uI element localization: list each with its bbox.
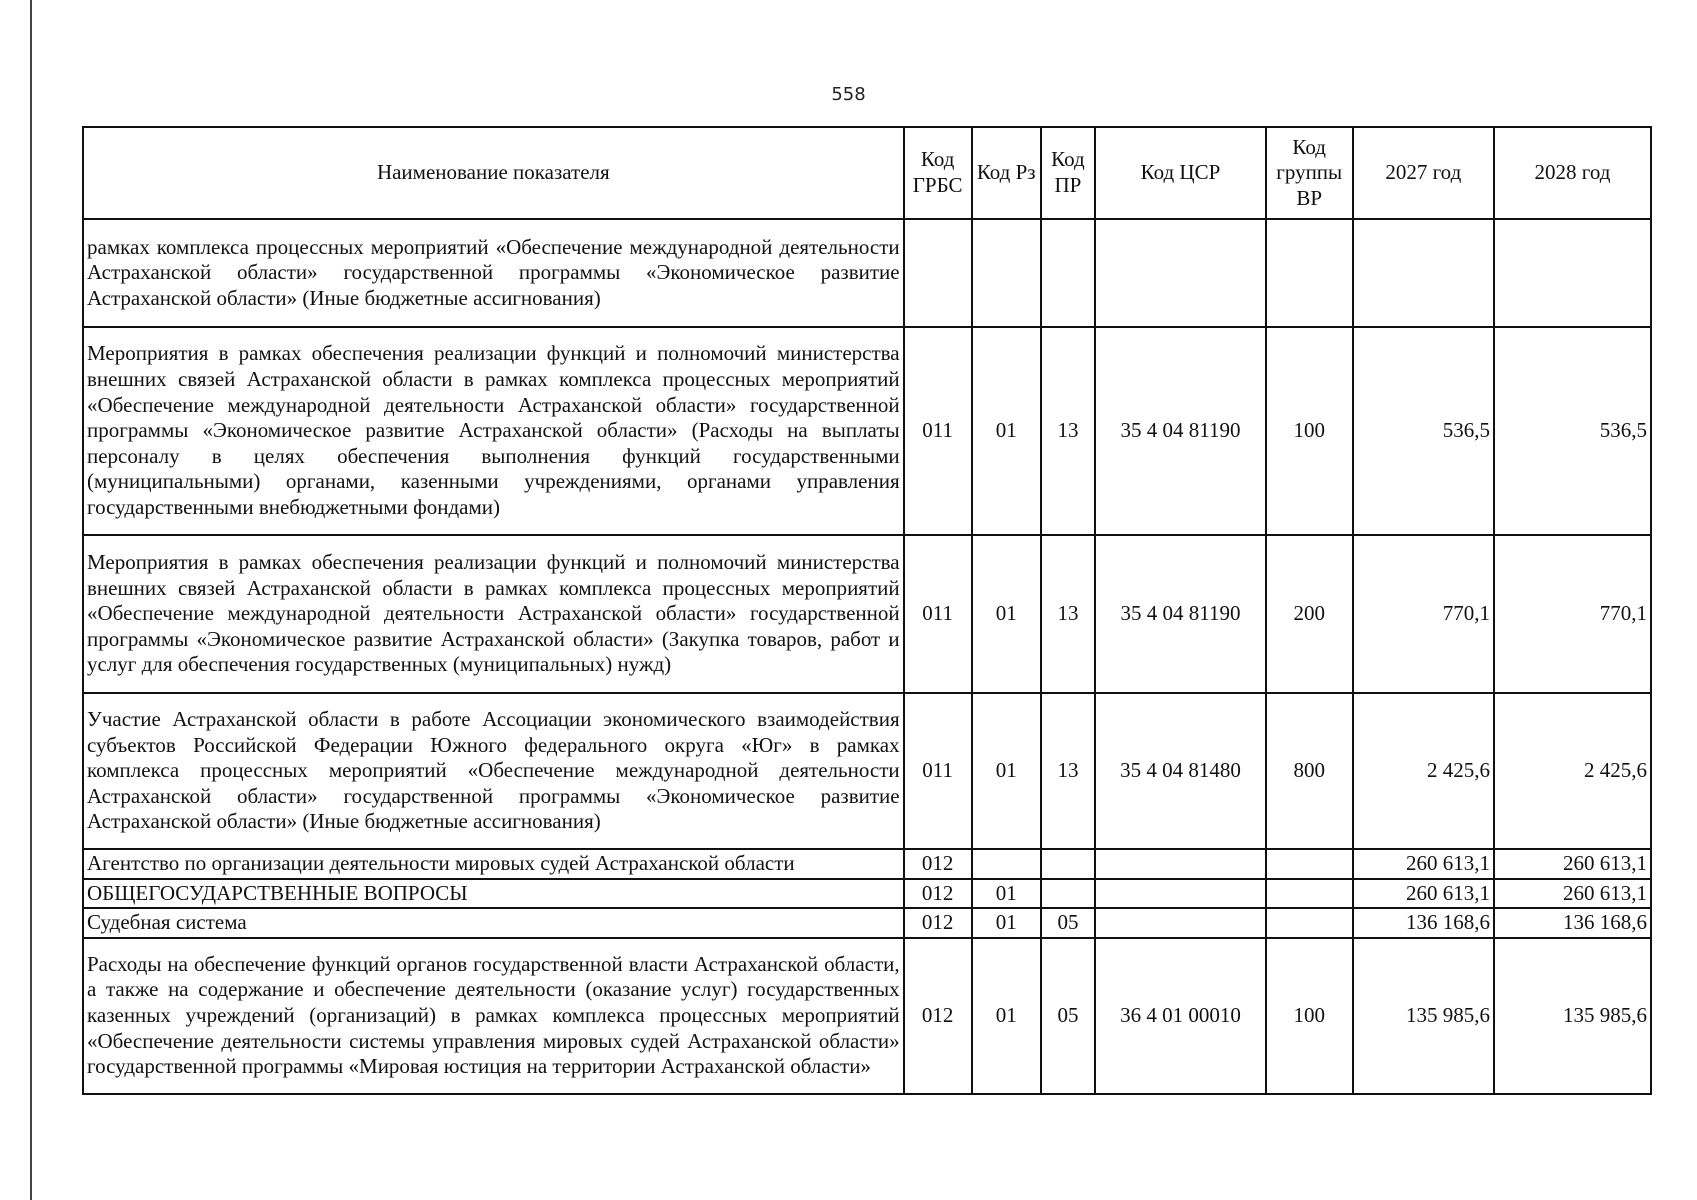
- budget-table: [82, 126, 1652, 1095]
- row-vr: 100: [1266, 327, 1353, 535]
- row-pr: 05: [1041, 938, 1095, 1094]
- binding-margin-line: [30, 0, 32, 1200]
- header-grbs: Код ГРБС: [904, 127, 972, 219]
- row-csr: [1095, 879, 1266, 909]
- table-row: [83, 879, 1651, 909]
- row-csr: [1095, 908, 1266, 938]
- header-vr: Код группы ВР: [1266, 127, 1353, 219]
- row-2027: 536,5: [1353, 327, 1494, 535]
- row-vr: 100: [1266, 938, 1353, 1094]
- row-csr: 35 4 04 81190: [1095, 327, 1266, 535]
- row-csr: [1095, 219, 1266, 327]
- row-grbs: [904, 219, 972, 327]
- row-name: Судебная система: [83, 908, 904, 938]
- page-number: 558: [831, 84, 866, 105]
- row-grbs: 012: [904, 908, 972, 938]
- row-csr: 35 4 04 81480: [1095, 693, 1266, 849]
- header-pr: Код ПР: [1041, 127, 1095, 219]
- row-2028: 2 425,6: [1494, 693, 1651, 849]
- row-grbs: 011: [904, 693, 972, 849]
- row-pr: [1041, 219, 1095, 327]
- row-rz: 01: [972, 879, 1041, 909]
- table-row: [83, 535, 1651, 693]
- row-pr: 05: [1041, 908, 1095, 938]
- row-pr: 13: [1041, 693, 1095, 849]
- row-name: Мероприятия в рамках обеспечения реализации функций и полномочий министерства внешних связей Астраханской области в рамках комплекса процессных мероприятий «Обеспечение международной деятельности Астраханской области» государственной программы «Экономическое развитие Астраханской области» (Расходы на выплаты персоналу в целях обеспечения выполнения функций государственными (муниципальными) органами, казенными учреждениями, органами управления государственными внебюджетными фондами): [83, 327, 904, 535]
- row-rz: [972, 219, 1041, 327]
- header-2028: 2028 год: [1494, 127, 1651, 219]
- row-2027: 135 985,6: [1353, 938, 1494, 1094]
- row-vr: [1266, 219, 1353, 327]
- row-2028: 260 613,1: [1494, 879, 1651, 909]
- table-row: [83, 908, 1651, 938]
- row-2028: 770,1: [1494, 535, 1651, 693]
- row-grbs: 011: [904, 327, 972, 535]
- table-row: [83, 219, 1651, 327]
- header-csr: Код ЦСР: [1095, 127, 1266, 219]
- row-vr: 200: [1266, 535, 1353, 693]
- row-name: ОБЩЕГОСУДАРСТВЕННЫЕ ВОПРОСЫ: [83, 879, 904, 909]
- row-pr: [1041, 879, 1095, 909]
- row-2027: 136 168,6: [1353, 908, 1494, 938]
- row-pr: [1041, 849, 1095, 879]
- row-rz: 01: [972, 327, 1041, 535]
- row-vr: [1266, 908, 1353, 938]
- header-rz: Код Рз: [972, 127, 1041, 219]
- row-rz: 01: [972, 908, 1041, 938]
- row-2027: 260 613,1: [1353, 879, 1494, 909]
- row-2027: 770,1: [1353, 535, 1494, 693]
- row-vr: 800: [1266, 693, 1353, 849]
- row-name: Участие Астраханской области в работе Ассоциации экономического взаимодействия субъектов Российской Федерации Южного федерального округа «Юг» в рамках комплекса процессных мероприятий «Обеспечение международной деятельности Астраханской области» государственной программы «Экономическое развитие Астраханской области» (Иные бюджетные ассигнования): [83, 693, 904, 849]
- row-2028: 136 168,6: [1494, 908, 1651, 938]
- row-vr: [1266, 849, 1353, 879]
- header-2027: 2027 год: [1353, 127, 1494, 219]
- row-rz: 01: [972, 535, 1041, 693]
- row-2028: 135 985,6: [1494, 938, 1651, 1094]
- row-2028: 260 613,1: [1494, 849, 1651, 879]
- row-grbs: 012: [904, 849, 972, 879]
- row-csr: [1095, 849, 1266, 879]
- row-2028: 536,5: [1494, 327, 1651, 535]
- table-row: [83, 327, 1651, 535]
- table-row: [83, 938, 1651, 1094]
- row-pr: 13: [1041, 535, 1095, 693]
- row-2027: 260 613,1: [1353, 849, 1494, 879]
- table-row: [83, 849, 1651, 879]
- row-rz: 01: [972, 938, 1041, 1094]
- row-csr: 36 4 01 00010: [1095, 938, 1266, 1094]
- row-vr: [1266, 879, 1353, 909]
- row-rz: 01: [972, 693, 1041, 849]
- row-pr: 13: [1041, 327, 1095, 535]
- header-name: Наименование показателя: [83, 127, 904, 219]
- table-row: [83, 693, 1651, 849]
- row-2027: 2 425,6: [1353, 693, 1494, 849]
- row-csr: 35 4 04 81190: [1095, 535, 1266, 693]
- row-2027: [1353, 219, 1494, 327]
- row-grbs: 012: [904, 879, 972, 909]
- table-header-row: [83, 127, 1651, 219]
- row-name: рамках комплекса процессных мероприятий «Обеспечение международной деятельности Астраханской области» государственной программы «Экономическое развитие Астраханской области» (Иные бюджетные ассигнования): [83, 219, 904, 327]
- row-rz: [972, 849, 1041, 879]
- row-name: Расходы на обеспечение функций органов государственной власти Астраханской области, а также на содержание и обеспечение деятельности (оказание услуг) государственных казенных учреждений (организаций) в рамках комплекса процессных мероприятий «Обеспечение деятельности системы управления мировых судей Астраханской области» государственной программы «Мировая юстиция на территории Астраханской области»: [83, 938, 904, 1094]
- row-name: Мероприятия в рамках обеспечения реализации функций и полномочий министерства внешних связей Астраханской области в рамках комплекса процессных мероприятий «Обеспечение международной деятельности Астраханской области» государственной программы «Экономическое развитие Астраханской области» (Закупка товаров, работ и услуг для обеспечения государственных (муниципальных) нужд): [83, 535, 904, 693]
- row-grbs: 011: [904, 535, 972, 693]
- row-name: Агентство по организации деятельности мировых судей Астраханской области: [83, 849, 904, 879]
- row-2028: [1494, 219, 1651, 327]
- row-grbs: 012: [904, 938, 972, 1094]
